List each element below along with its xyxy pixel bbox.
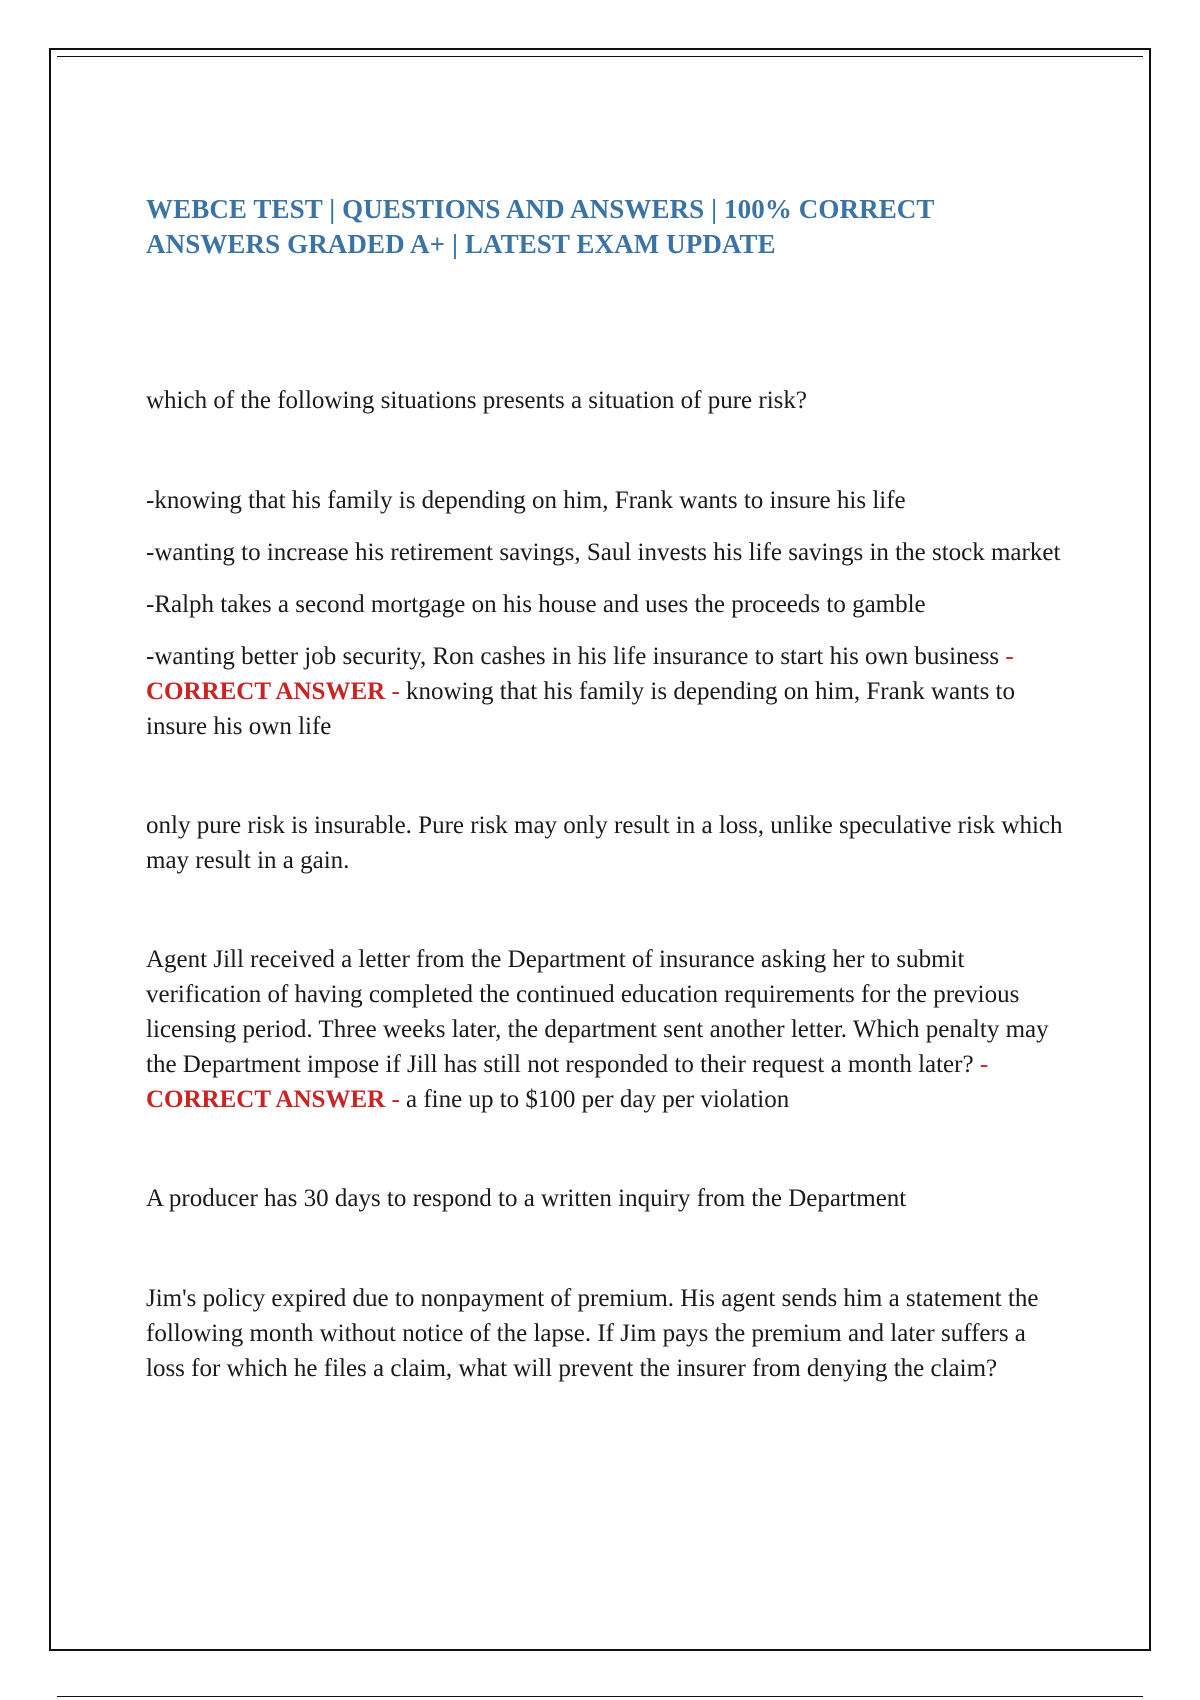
answer-separator-after: - — [391, 678, 400, 705]
frame-top-rule — [57, 56, 1143, 57]
question-2: Agent Jill received a letter from the Department of insurance asking her to submit verification of having completed the continued education requirements for the previous licensing period. Three weeks later, the department sent another letter. Which penalty may the Department impose if Jill has still not responded to their request a month later? — [146, 946, 1049, 1078]
document-title: WEBCE TEST | QUESTIONS AND ANSWERS | 100% CORRECT ANSWERS GRADED A+ | LATEST EXAM UPDATE — [146, 194, 935, 259]
answer-separator-before: - — [979, 1051, 989, 1078]
question-1-explanation: only pure risk is insurable. Pure risk may only result in a loss, unlike speculative risk which may result in a gain. — [146, 812, 1063, 874]
question-1-option-4: -wanting better job security, Ron cashes in his life insurance to start his own business — [146, 643, 1000, 670]
document-content — [146, 192, 1066, 1386]
answer-separator-before: - — [1005, 643, 1014, 670]
question-1-option-3: -Ralph takes a second mortgage on his house and uses the proceeds to gamble — [146, 591, 926, 618]
question-1-option-1: -knowing that his family is depending on him, Frank wants to insure his life — [146, 487, 906, 514]
page-bottom-rule — [57, 1696, 1143, 1697]
question-2-answer: a fine up to $100 per day per violation — [406, 1086, 790, 1113]
question-3: A producer has 30 days to respond to a written inquiry from the Department — [146, 1185, 907, 1212]
correct-answer-label: CORRECT ANSWER — [146, 1086, 386, 1113]
question-1-option-2: -wanting to increase his retirement savings, Saul invests his life savings in the stock market — [146, 539, 1061, 566]
answer-separator-after: - — [391, 1086, 400, 1113]
question-1-answer: knowing that his family is depending on him, Frank wants to insure his own life — [146, 678, 1015, 740]
question-1-option-4-with-answer — [146, 639, 1066, 744]
question-2-with-answer — [146, 942, 1066, 1117]
correct-answer-label: CORRECT ANSWER — [146, 678, 386, 705]
question-4: Jim's policy expired due to nonpayment of premium. His agent sends him a statement the following month without notice of the lapse. If Jim pays the premium and later suffers a loss for which he files a claim, what will prevent the insurer from denying the claim? — [146, 1285, 1039, 1382]
question-1: which of the following situations presents a situation of pure risk? — [146, 387, 807, 414]
